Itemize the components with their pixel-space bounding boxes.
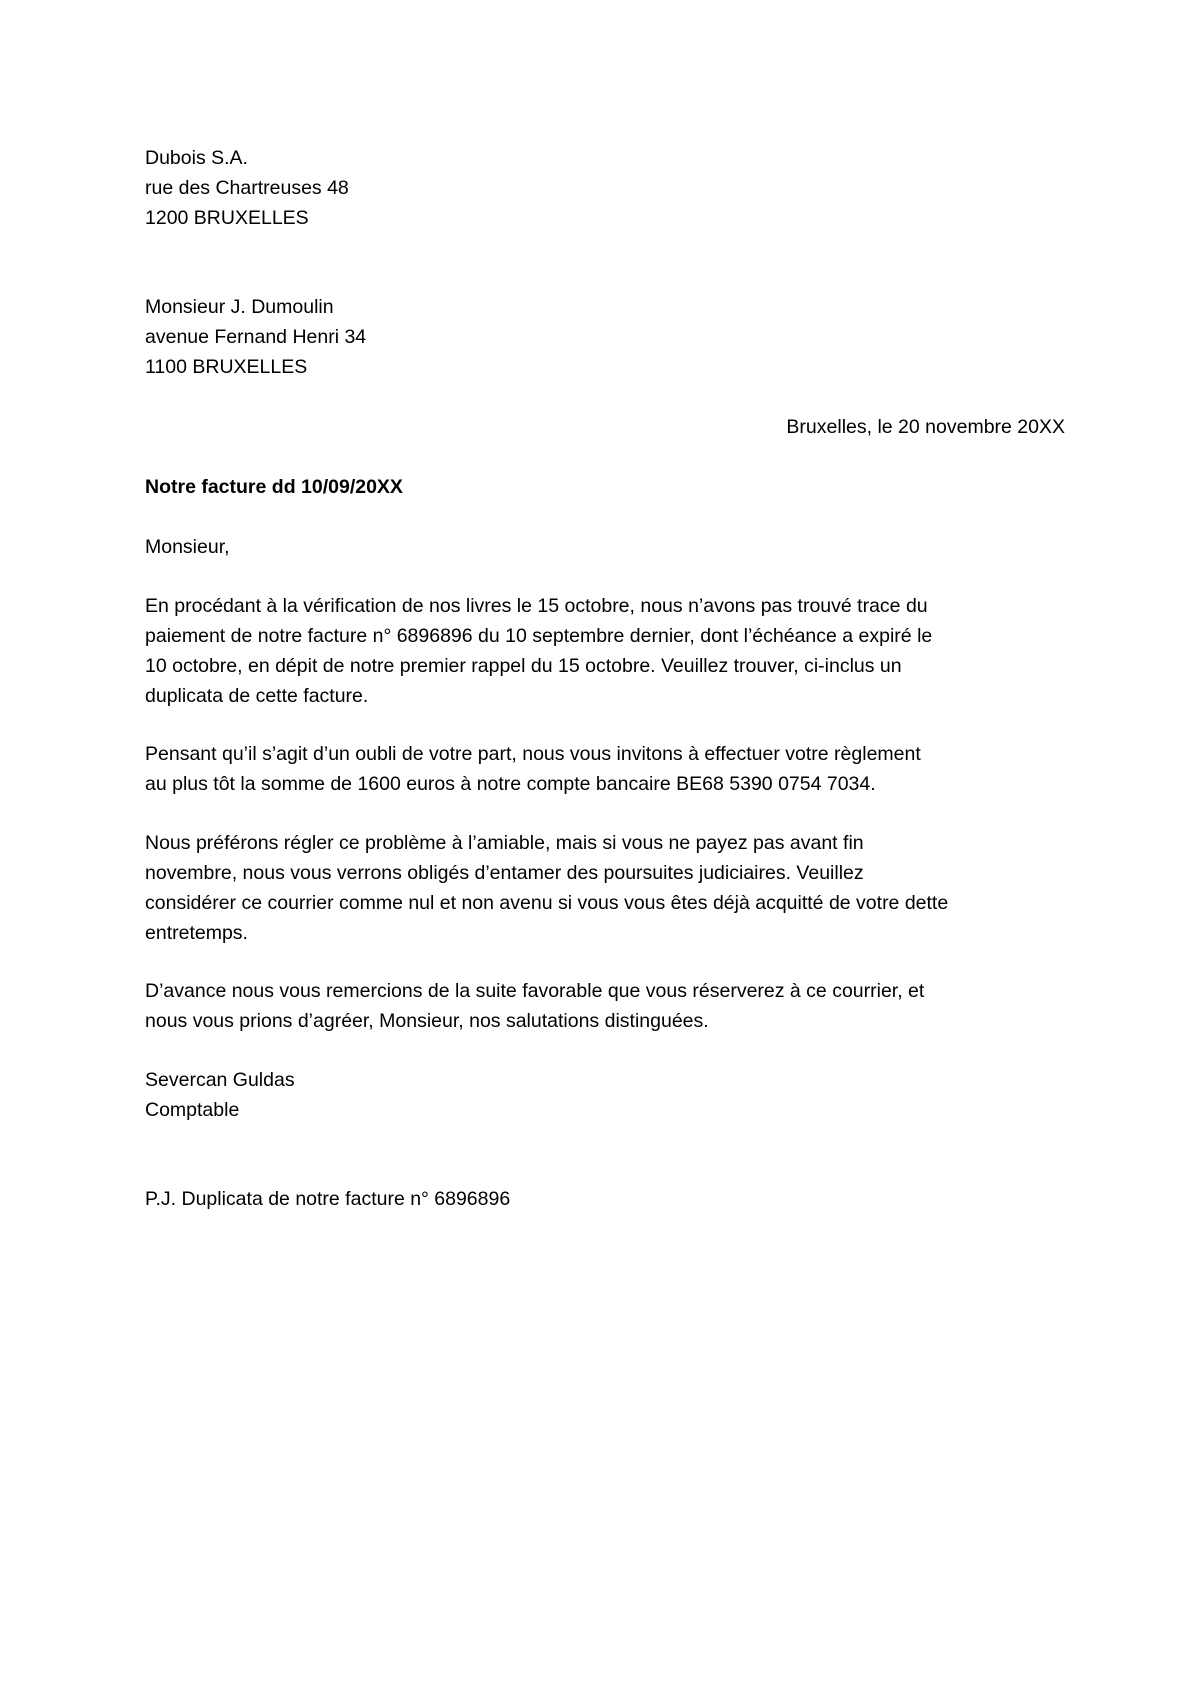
paragraph-line: nous vous prions d’agréer, Monsieur, nos salutations distinguées.	[145, 1010, 709, 1032]
paragraph-line: considérer ce courrier comme nul et non avenu si vous vous êtes déjà acquitté de votre dette	[145, 892, 949, 914]
paragraph-verification	[145, 591, 1065, 711]
sender-street: rue des Chartreuses 48	[145, 177, 349, 199]
paragraph-line: paiement de notre facture n° 6896896 du 10 septembre dernier, dont l’échéance a expiré le	[145, 625, 933, 647]
recipient-city: 1100 BRUXELLES	[145, 356, 308, 378]
paragraph-line: Nous préférons régler ce problème à l’amiable, mais si vous ne payez pas avant fin	[145, 832, 864, 854]
letter-salutation: Monsieur,	[145, 536, 230, 558]
paragraph-line: D’avance nous vous remercions de la suite favorable que vous réserverez à ce courrier, et	[145, 980, 925, 1002]
recipient-street: avenue Fernand Henri 34	[145, 326, 367, 348]
paragraph-line: 10 octobre, en dépit de notre premier rappel du 15 octobre. Veuillez trouver, ci-inclus un	[145, 655, 902, 677]
sender-name: Dubois S.A.	[145, 147, 248, 169]
paragraph-line: Pensant qu’il s’agit d’un oubli de votre part, nous vous invitons à effectuer votre règlement	[145, 743, 921, 765]
paragraph-closing	[145, 976, 1065, 1036]
paragraph-legal-warning	[145, 828, 1065, 948]
recipient-name: Monsieur J. Dumoulin	[145, 296, 334, 318]
signature-name: Severcan Guldas	[145, 1069, 295, 1091]
recipient-address	[145, 292, 1065, 382]
paragraph-line: entretemps.	[145, 922, 248, 944]
letter-date: Bruxelles, le 20 novembre 20XX	[786, 416, 1065, 438]
signature-title: Comptable	[145, 1099, 240, 1121]
paragraph-line: En procédant à la vérification de nos livres le 15 octobre, nous n’avons pas trouvé trace du	[145, 595, 928, 617]
attachment-note: P.J. Duplicata de notre facture n° 6896896	[145, 1188, 511, 1210]
paragraph-payment-request	[145, 739, 1065, 799]
paragraph-line: au plus tôt la somme de 1600 euros à notre compte bancaire BE68 5390 0754 7034.	[145, 773, 876, 795]
paragraph-line: novembre, nous vous verrons obligés d’entamer des poursuites judiciaires. Veuillez	[145, 862, 864, 884]
sender-city: 1200 BRUXELLES	[145, 207, 309, 229]
paragraph-line: duplicata de cette facture.	[145, 685, 369, 707]
letter-subject: Notre facture dd 10/09/20XX	[145, 476, 403, 498]
signature-block	[145, 1065, 1065, 1125]
sender-address	[145, 143, 1065, 233]
